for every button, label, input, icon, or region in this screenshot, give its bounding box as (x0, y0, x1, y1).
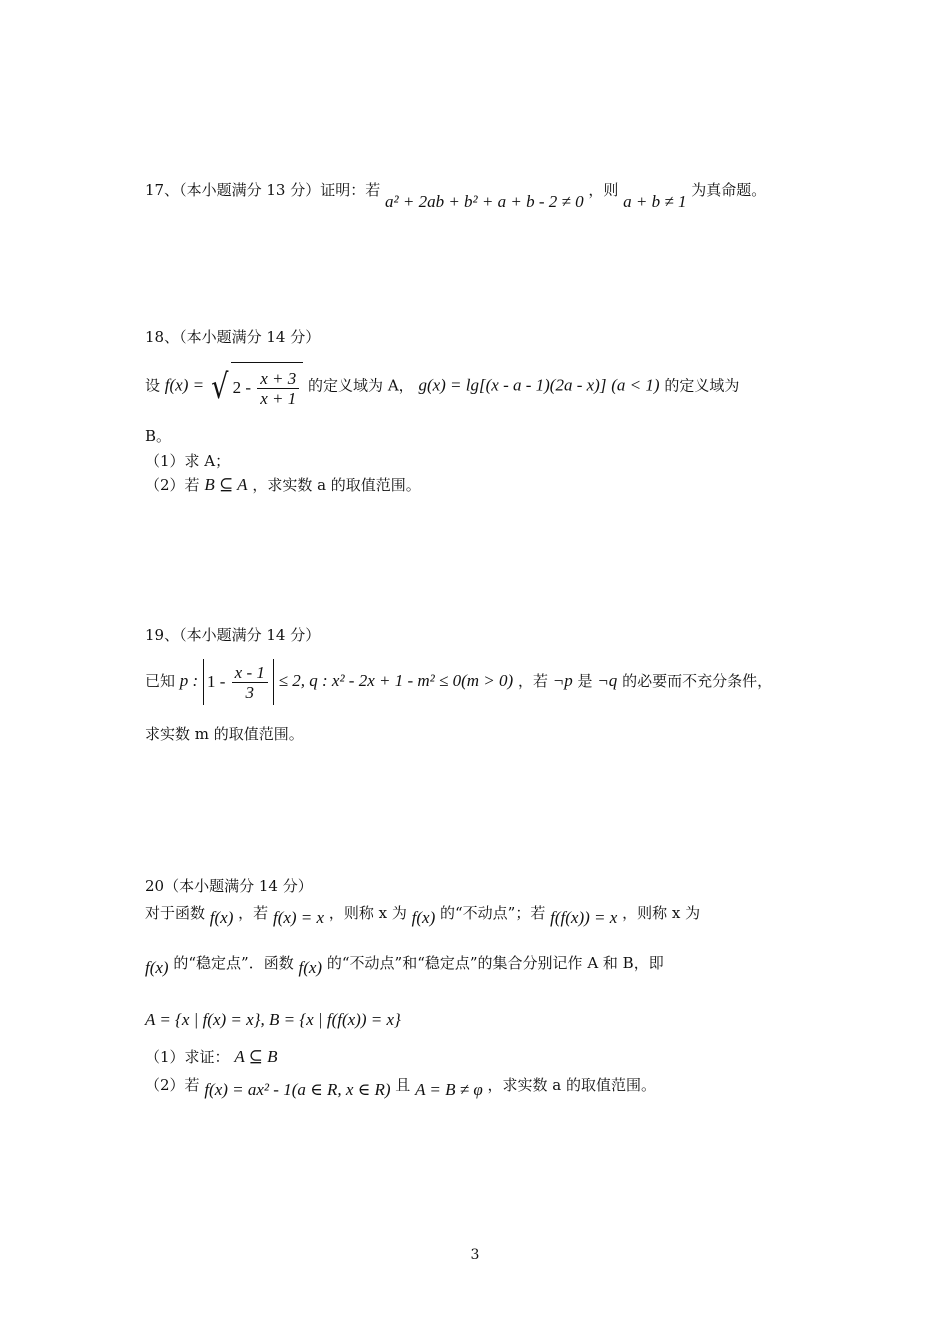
q20-l2-fx2: f(x) (298, 958, 323, 977)
q20-l1-fx: f(x) (209, 908, 234, 927)
q19-abs-head: 1 - (207, 672, 226, 691)
page-number: 3 (470, 1247, 480, 1263)
q18-text1: 的定义域为 A， (308, 376, 414, 395)
q20-l1-eq: f(x) = x (272, 908, 325, 927)
q17-expr2: a + b ≠ 1 (623, 192, 687, 211)
q18-rad-den: x + 1 (260, 388, 297, 408)
q19-abs-num: x - 1 (232, 664, 268, 683)
q20-l2-fx: f(x) (145, 958, 169, 977)
q20-l2-a: 的“稳定点”．函数 (173, 954, 294, 972)
q18-g-expr: g(x) = lg[(x - a - 1)(2a - x)] (418, 375, 607, 395)
q19-mid1: ，若 (517, 672, 548, 690)
q18-fraction (257, 370, 299, 409)
q19-line1 (145, 658, 772, 705)
q20-sub1 (145, 1047, 278, 1067)
q18-tail: B。 (145, 427, 172, 445)
q17-mid: ，则 (588, 181, 619, 199)
q20-header: 20（本小题满分 14 分） (145, 877, 313, 895)
q20-l1-fx2: f(x) (411, 908, 436, 927)
q19-notp: ¬p (552, 671, 573, 690)
q18-sub2-pre: （2）若 (145, 476, 200, 494)
q20-line1 (145, 903, 701, 927)
q18-rad-num: x + 3 (257, 370, 299, 389)
q19-pre: 已知 (145, 672, 176, 690)
q20-sub2 (145, 1075, 657, 1099)
q18-cond: (a < 1) (611, 375, 660, 395)
q17-label: 17、（本小题满分 13 分）证明：若 (145, 181, 381, 199)
q19-p-label: p : (179, 671, 199, 690)
q18-line1 (145, 362, 739, 411)
q18-sqrt (209, 362, 303, 411)
q20-sub1-expr: A ⊆ B (234, 1047, 278, 1066)
q19-expr-tail: ≤ 2, q : x² - 2x + 1 - m² ≤ 0(m > 0) (278, 671, 514, 690)
q20-sub1-pre: （1）求证： (145, 1048, 230, 1066)
q20-l1-e: ，则称 x 为 (622, 904, 701, 922)
q18-sub2-expr: B ⊆ A (204, 475, 248, 494)
q20-line3: A = {x | f(x) = x}, B = {x | f(f(x)) = x} (145, 1010, 401, 1029)
q19-abs (203, 659, 274, 705)
q20-l1-d: 的“不动点”；若 (440, 904, 546, 922)
q19-fraction (232, 664, 268, 703)
q17-line (145, 180, 767, 211)
q20-sub2-expr2: A = B ≠ φ (415, 1080, 483, 1099)
q20-l1-c: ，则称 x 为 (328, 904, 407, 922)
q19-notq: ¬q (597, 671, 618, 690)
q19-line2: 求实数 m 的取值范围。 (145, 725, 304, 743)
q20-sub2-post: ，求实数 a 的取值范围。 (487, 1076, 657, 1094)
q20-l2-b: 的“不动点”和“稳定点”的集合分别记作 A 和 B，即 (326, 954, 664, 972)
q20-l1-eq2: f(f(x)) = x (550, 908, 618, 927)
q20-sub2-expr: f(x) = ax² - 1(a ∈ R, x ∈ R) (204, 1080, 391, 1099)
q18-sub2-post: ，求实数 a 的取值范围。 (252, 476, 421, 494)
q18-p1: 设 (145, 376, 161, 395)
q19-header: 19、（本小题满分 14 分） (145, 626, 321, 644)
q19-tail: 的必要而不充分条件， (622, 672, 773, 690)
q19-mid2: 是 (577, 672, 593, 690)
q20-sub2-mid: 且 (395, 1076, 411, 1094)
q17-tail: 为真命题。 (691, 181, 767, 199)
q20-l1-b: ，若 (238, 904, 269, 922)
q17-expr1: a² + 2ab + b² + a + b - 2 ≠ 0 (385, 192, 584, 211)
q19-abs-den: 3 (245, 682, 255, 702)
q20-sub2-pre: （2）若 (145, 1076, 200, 1094)
q20-line2 (145, 953, 664, 977)
q18-header: 18、（本小题满分 14 分） (145, 328, 321, 346)
q18-text2: 的定义域为 (664, 376, 740, 395)
q18-sub1: （1）求 A； (145, 452, 231, 470)
q18-rad-head: 2 - (232, 378, 251, 397)
q18-f-lhs: f(x) = (164, 375, 205, 395)
q20-l1-a: 对于函数 (145, 904, 206, 922)
q18-sub2 (145, 475, 421, 495)
sqrt-icon: √ (211, 366, 229, 407)
